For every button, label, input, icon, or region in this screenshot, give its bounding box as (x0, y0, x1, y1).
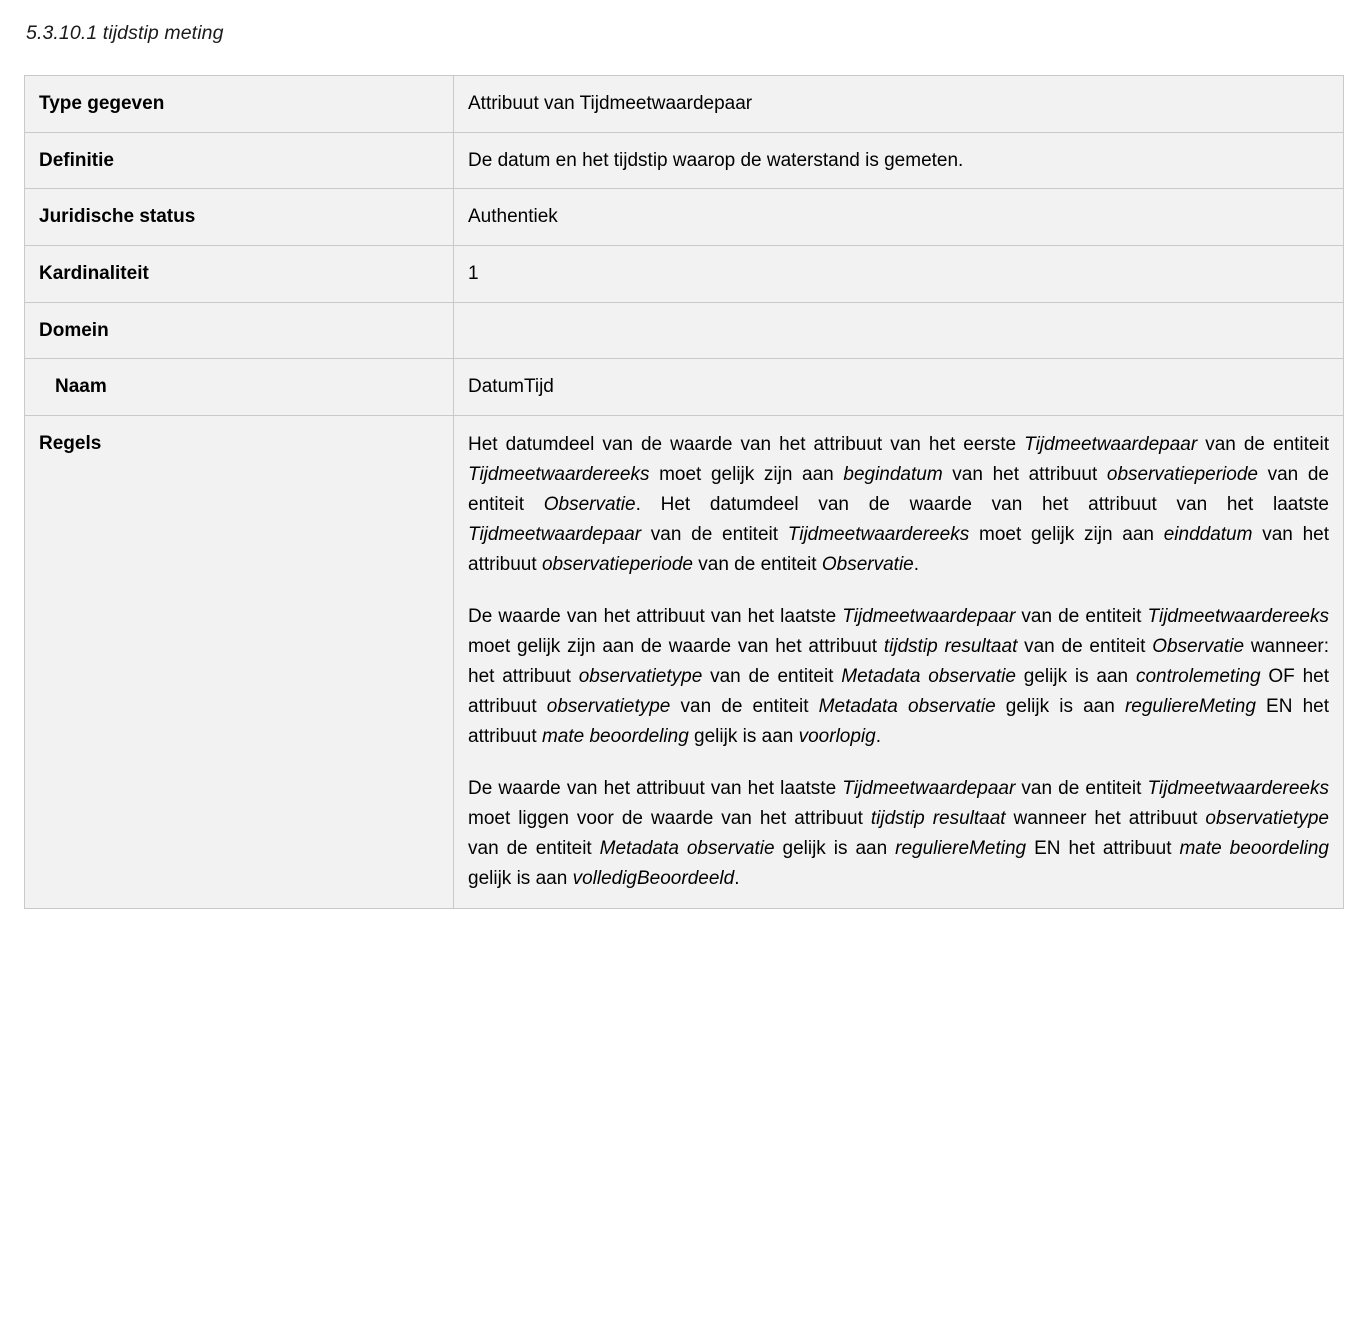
row-label-definitie: Definitie (25, 132, 454, 189)
table-row (25, 246, 1344, 303)
row-label-juridische-status: Juridische status (25, 189, 454, 246)
row-value-type-gegeven: Attribuut van Tijdmeetwaardepaar (454, 76, 1344, 133)
row-label-kardinaliteit: Kardinaliteit (25, 246, 454, 303)
rule-paragraph-1: Het datumdeel van de waarde van het attribuut van het eerste Tijdmeetwaardepaar van de entiteit Tijdmeetwaardereeks moet gelijk zijn aan begindatum van het attribuut observatieperiode van de entiteit Observatie. Het datumdeel van de waarde van het attribuut van het laatste Tijdmeetwaardepaar van de entiteit Tijdmeetwaardereeks moet gelijk zijn aan einddatum van het attribuut observatieperiode van de entiteit Observatie. (468, 433, 1329, 575)
row-value-kardinaliteit: 1 (454, 246, 1344, 303)
row-value-naam: DatumTijd (454, 359, 1344, 416)
row-label-naam: Naam (25, 359, 454, 416)
row-value-juridische-status: Authentiek (454, 189, 1344, 246)
table-body (25, 76, 1344, 909)
table-row (25, 189, 1344, 246)
table-row-regels (25, 415, 1344, 908)
page-title: 5.3.10.1 tijdstip meting (26, 22, 224, 44)
row-label-type-gegeven: Type gegeven (25, 76, 454, 133)
row-value-definitie: De datum en het tijdstip waarop de waterstand is gemeten. (454, 132, 1344, 189)
table-row (25, 302, 1344, 359)
row-label-domein: Domein (25, 302, 454, 359)
specification-table (24, 75, 1344, 909)
rule-paragraph-3: De waarde van het attribuut van het laatste Tijdmeetwaardepaar van de entiteit Tijdmeetwaardereeks moet liggen voor de waarde van het attribuut tijdstip resultaat wanneer het attribuut observatietype van de entiteit Metadata observatie gelijk is aan reguliereMeting EN het attribuut mate beoordeling gelijk is aan volledigBeoordeeld. (468, 777, 1329, 889)
row-label-regels: Regels (25, 415, 454, 908)
table-row (25, 132, 1344, 189)
row-value-domein (454, 302, 1344, 359)
row-value-regels (454, 415, 1344, 908)
table-row (25, 359, 1344, 416)
table-row (25, 76, 1344, 133)
rule-paragraph-2: De waarde van het attribuut van het laatste Tijdmeetwaardepaar van de entiteit Tijdmeetwaardereeks moet gelijk zijn aan de waarde van het attribuut tijdstip resultaat van de entiteit Observatie wanneer: het attribuut observatietype van de entiteit Metadata observatie gelijk is aan controlemeting OF het attribuut observatietype van de entiteit Metadata observatie gelijk is aan reguliereMeting EN het attribuut mate beoordeling gelijk is aan voorlopig. (468, 605, 1329, 747)
